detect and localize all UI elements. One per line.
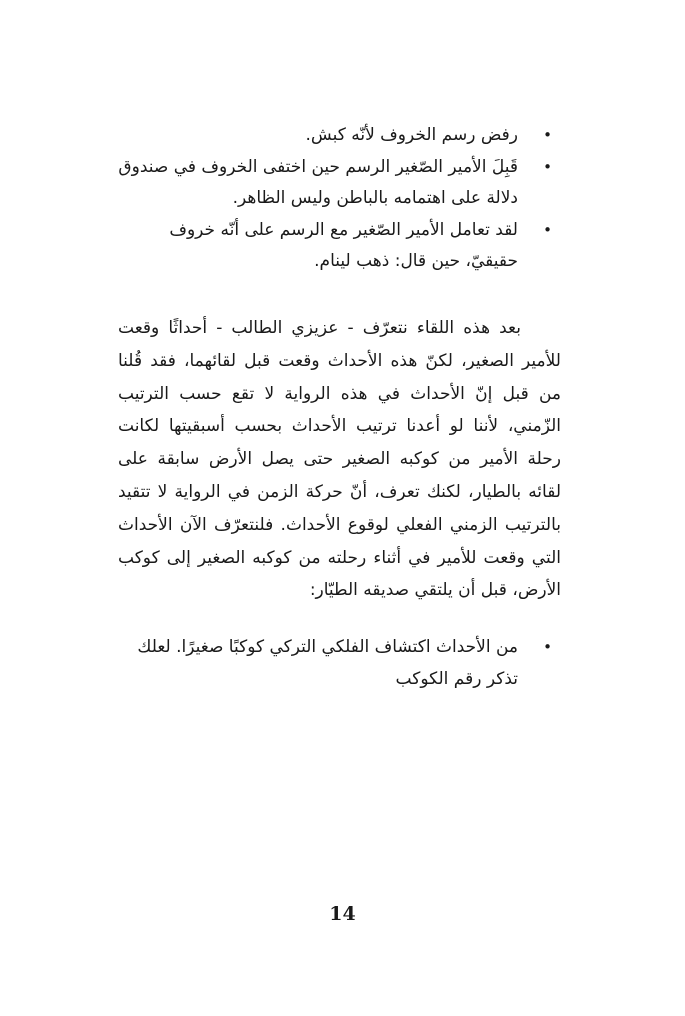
- top-bullet-list: [118, 120, 561, 278]
- bullet-text: من الأحداث اكتشاف الفلكي التركي كوكبًا صغيرًا. لعلك تذكر رقم الكوكب: [137, 637, 518, 689]
- bullet-text: قَبِلَ الأمير الصّغير الرسم حين اختفى الخروف في صندوق دلالة على اهتمامه بالباطن وليس الظاهر.: [118, 156, 518, 208]
- bullet-item: [118, 152, 561, 215]
- bullet-dot: •: [543, 220, 552, 239]
- bullet-item: [118, 215, 561, 278]
- page-number: 14: [329, 903, 356, 925]
- bullet-text: لقد تعامل الأمير الصّغير مع الرسم على أنّه خروف حقيقيّ، حين قال: ذهب لينام.: [169, 219, 518, 271]
- bullet-dot: •: [543, 126, 552, 144]
- paragraph-text: بعد هذه اللقاء نتعرّف - عزيزي الطالب - أحداثًا وقعت للأمير الصغير، لكنّ هذه الأحداث وقعت قبل لقائهما، فقد قُلنا من قبل إنّ الأحداث في هذه الرواية لا تقع حسب الترتيب الزّمني، لأننا لو أعدنا ترتيب الأحداث بحسب أسبقيتها لكانت رحلة الأمير من كوكبه الصغير حتى يصل الأرض سابقة على لقائه بالطيار، لكنك تعرف، أنّ حركة الزمن في الرواية لا تتقيد بالترتيب الزمني الفعلي لوقوع الأحداث. فلنتعرّف الآن الأحداث التي وقعت للأمير في أثناء رحلته من كوكبه الصغير إلى كوكب الأرض، قبل أن يلتقي صديقه الطيّار:: [118, 318, 561, 601]
- body-paragraph: [118, 312, 561, 607]
- bullet-text: رفض رسم الخروف لأنّه كبش.: [305, 125, 518, 145]
- bullet-dot: •: [543, 157, 552, 176]
- bullet-dot: •: [543, 638, 552, 656]
- bullet-item: [118, 120, 561, 152]
- bottom-bullet-list: [118, 632, 561, 695]
- bullet-item: [118, 632, 561, 695]
